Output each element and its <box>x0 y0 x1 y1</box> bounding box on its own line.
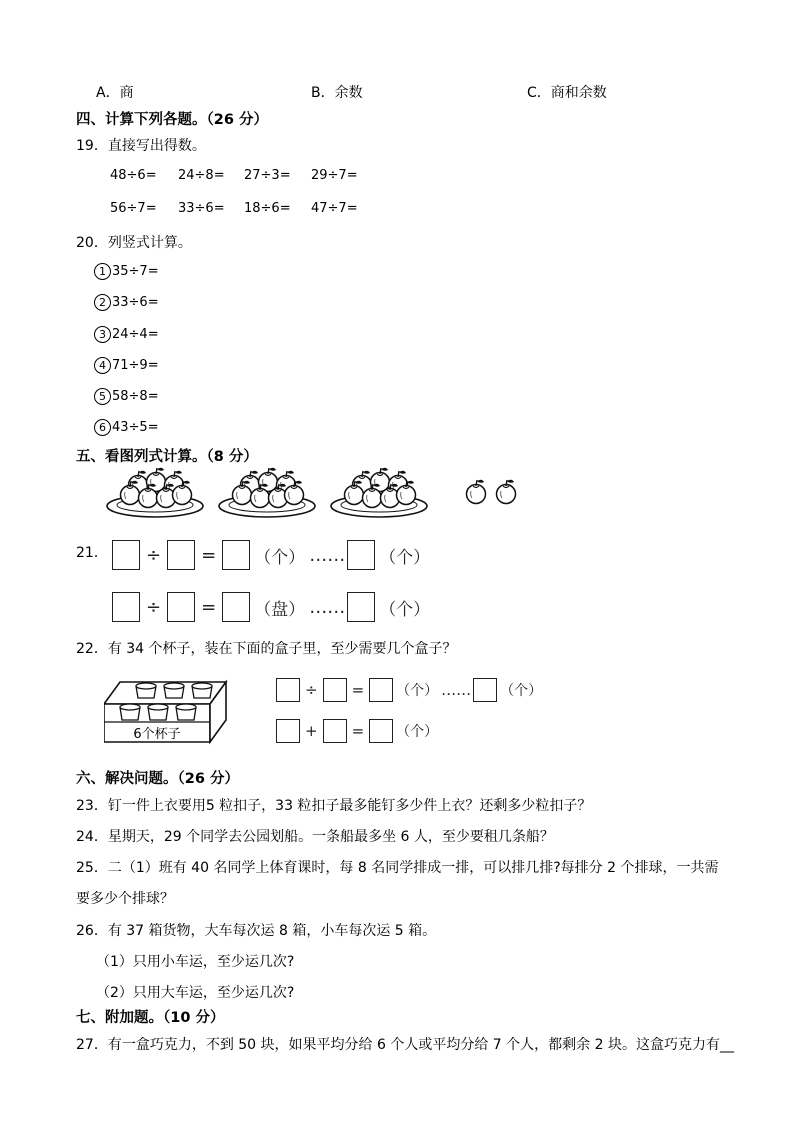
option-a: A．商 <box>96 85 134 101</box>
answer-box[interactable] <box>112 592 140 622</box>
cup-box-label: 6个杯子 <box>133 727 181 742</box>
plate-2 <box>219 468 315 517</box>
answer-box[interactable] <box>222 540 250 570</box>
q19-item: 48÷6= <box>110 168 157 183</box>
section-4-title: 四、计算下列各题。（26 分） <box>76 112 268 128</box>
q20-item <box>94 326 159 343</box>
section-7-title: 七、附加题。（10 分） <box>76 1010 225 1026</box>
q26-text: 26．有 37 箱货物，大车每次运 8 箱，小车每次运 5 箱。 <box>76 923 437 939</box>
q26-sub2: （2）只用大车运，至少运几次? <box>96 985 295 1001</box>
unit-label: （个） <box>396 683 439 699</box>
q20-item <box>94 419 159 436</box>
q20-expr: 43÷5= <box>112 420 159 435</box>
answer-box[interactable] <box>347 540 375 570</box>
answer-box[interactable] <box>276 678 300 702</box>
q19-item: 29÷7= <box>311 168 358 183</box>
divide-sign: ÷ <box>305 681 318 699</box>
equals-sign: = <box>201 596 217 618</box>
circled-number: 2 <box>94 294 111 311</box>
equals-sign: = <box>351 722 365 740</box>
q19-item: 18÷6= <box>244 201 291 216</box>
q21-label: 21． <box>76 545 108 561</box>
remainder-dots: …… <box>309 596 346 618</box>
q27-text: 27．有一盒巧克力，不到 50 块，如果平均分给 6 个人或平均分给 7 个人，都剩余 2 块。这盒巧克力有__ <box>76 1037 734 1053</box>
q20-item <box>94 263 159 280</box>
circled-number: 6 <box>94 419 111 436</box>
q23-text: 23．钉一件上衣要用5 粒扣子，33 粒扣子最多能钉多少件上衣？还剩多少粒扣子？ <box>76 798 592 814</box>
q20-expr: 71÷9= <box>112 358 159 373</box>
q19-item: 27÷3= <box>244 168 291 183</box>
q19-item: 47÷7= <box>311 201 358 216</box>
divide-sign: ÷ <box>146 596 162 618</box>
circled-number: 4 <box>94 357 111 374</box>
q19-item: 24÷8= <box>178 168 225 183</box>
q21-equation-2 <box>112 592 434 622</box>
q20-expr: 33÷6= <box>112 295 159 310</box>
answer-box[interactable] <box>167 540 195 570</box>
q22-label: 22．有 34 个杯子，装在下面的盒子里，至少需要几个盒子？ <box>76 641 457 657</box>
answer-box[interactable] <box>347 592 375 622</box>
circled-number: 1 <box>94 263 111 280</box>
q20-expr: 24÷4= <box>112 327 159 342</box>
divide-sign: ÷ <box>146 544 162 566</box>
plate-1 <box>107 468 203 517</box>
answer-box[interactable] <box>473 678 497 702</box>
circled-number: 5 <box>94 388 111 405</box>
unit-label: （个） <box>254 547 306 568</box>
loose-apples <box>467 480 516 504</box>
apple-plates-illustration <box>100 466 540 526</box>
answer-box[interactable] <box>112 540 140 570</box>
q20-label: 20．列竖式计算。 <box>76 235 192 251</box>
answer-box[interactable] <box>323 678 347 702</box>
answer-box[interactable] <box>276 719 300 743</box>
answer-box[interactable] <box>369 719 393 743</box>
option-b: B．余数 <box>311 85 363 101</box>
option-c: C．商和余数 <box>527 85 607 101</box>
unit-label: （个） <box>396 724 439 740</box>
q20-item <box>94 388 159 405</box>
unit-label: （个） <box>379 547 431 568</box>
answer-box[interactable] <box>369 678 393 702</box>
q26-sub1: （1）只用小车运，至少运几次? <box>96 954 295 970</box>
remainder-dots: …… <box>441 681 472 699</box>
q20-expr: 35÷7= <box>112 264 159 279</box>
q22-equation-2 <box>276 719 441 743</box>
q25-text-line2: 要多少个排球？ <box>76 891 174 907</box>
q22-equation-1 <box>276 678 545 702</box>
answer-box[interactable] <box>222 592 250 622</box>
q20-expr: 58÷8= <box>112 389 159 404</box>
equals-sign: = <box>201 544 217 566</box>
q19-item: 33÷6= <box>178 201 225 216</box>
circled-number: 3 <box>94 326 111 343</box>
equals-sign: = <box>351 681 365 699</box>
q20-item <box>94 294 159 311</box>
unit-label: （个） <box>379 599 431 620</box>
remainder-dots: …… <box>309 544 346 566</box>
q20-item <box>94 357 159 374</box>
q19-label: 19．直接写出得数。 <box>76 138 206 154</box>
unit-label: （盘） <box>254 599 306 620</box>
unit-label: （个） <box>500 683 543 699</box>
answer-box[interactable] <box>167 592 195 622</box>
answer-box[interactable] <box>323 719 347 743</box>
q19-item: 56÷7= <box>110 201 157 216</box>
q24-text: 24．星期天，29 个同学去公园划船。一条船最多坐 6 人，至少要租几条船？ <box>76 829 554 845</box>
plus-sign: + <box>305 722 318 740</box>
q21-equation-1 <box>112 540 434 570</box>
section-5-title: 五、看图列式计算。（8 分） <box>76 449 258 465</box>
plate-3 <box>331 468 427 517</box>
q25-text-line1: 25．二（1）班有 40 名同学上体育课时，每 8 名同学排成一排，可以排几排?每排分 2 个排球，一共需 <box>76 860 719 876</box>
section-6-title: 六、解决问题。（26 分） <box>76 771 239 787</box>
